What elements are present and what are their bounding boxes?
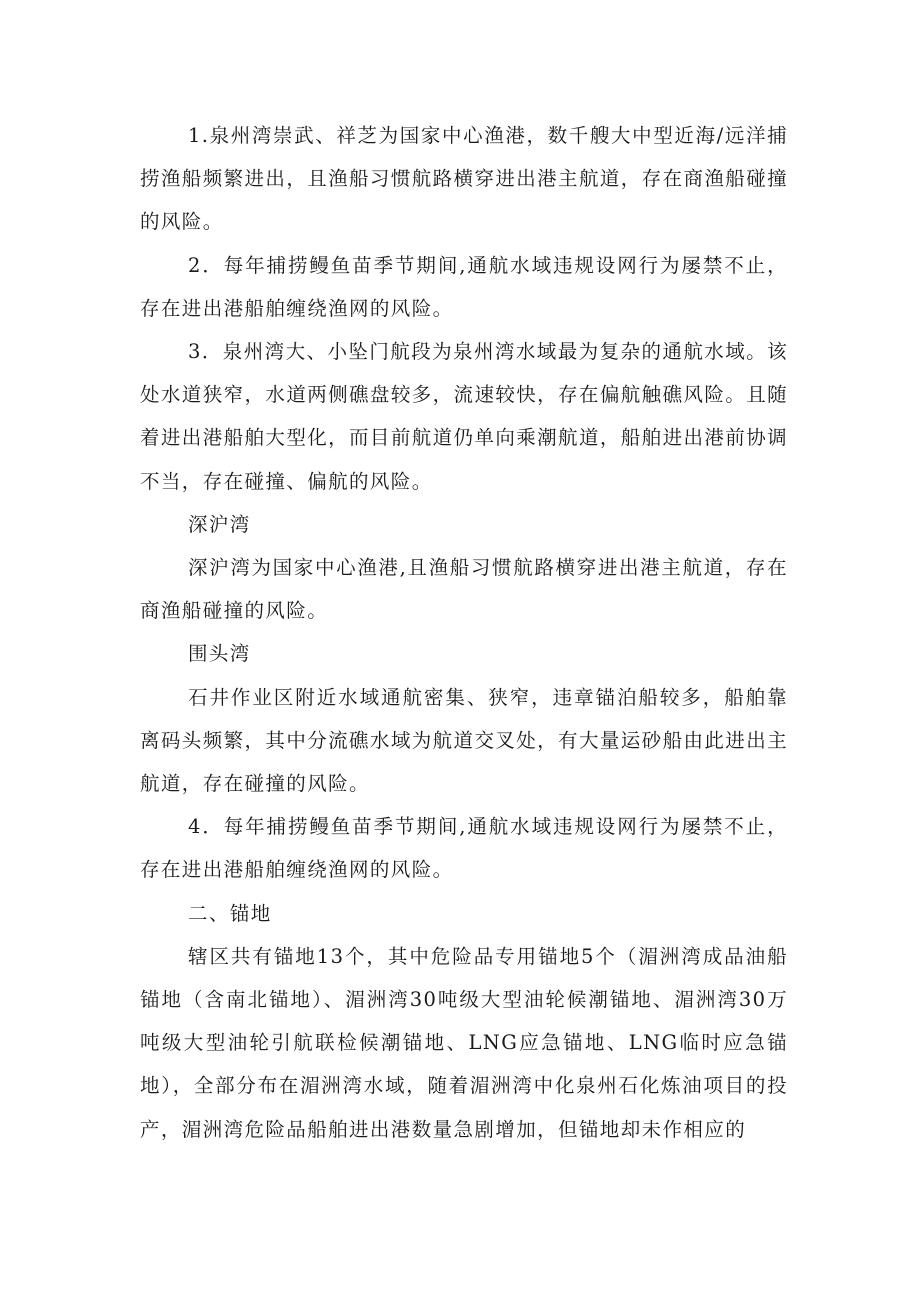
document-body xyxy=(140,114,788,1151)
paragraph-3: 3．泉州湾大、小坠门航段为泉州湾水域最为复杂的通航水域。该处水道狭窄，水道两侧礁盘较多，流速较快，存在偏航触礁风险。且随着进出港船舶大型化，而目前航道仍单向乘潮航道，船舶进出港前协调不当，存在碰撞、偏航的风险。 xyxy=(140,340,788,493)
paragraph-6: 4．每年捕捞鳗鱼苗季节期间,通航水域违规设网行为屡禁不止，存在进出港船舶缠绕渔网的风险。 xyxy=(140,815,788,882)
paragraph-5: 石井作业区附近水域通航密集、狭窄，违章锚泊船较多，船舶靠离码头频繁，其中分流礁水域为航道交叉处，有大量运砂船由此进出主航道，存在碰撞的风险。 xyxy=(140,685,788,796)
section-heading-anchorage: 二、锚地 xyxy=(188,901,272,925)
section-heading-weitou-bay: 围头湾 xyxy=(188,642,251,666)
paragraph-7: 辖区共有锚地13个，其中危险品专用锚地5个（湄洲湾成品油船锚地（含南北锚地）、湄洲湾30吨级大型油轮候潮锚地、湄洲湾30万吨级大型油轮引航联检候潮锚地、LNG应急锚地、LNG临时应急锚地），全部分布在湄洲湾水域，随着湄洲湾中化泉州石化炼油项目的投产，湄洲湾危险品船舶进出港数量急剧增加，但锚地却未作相应的 xyxy=(140,944,788,1141)
paragraph-1: 1.泉州湾崇武、祥芝为国家中心渔港，数千艘大中型近海/远洋捕捞渔船频繁进出，且渔船习惯航路横穿进出港主航道，存在商渔船碰撞的风险。 xyxy=(140,124,788,234)
paragraph-2: 2．每年捕捞鳗鱼苗季节期间,通航水域违规设网行为屡禁不止，存在进出港船舶缠绕渔网的风险。 xyxy=(140,253,788,320)
section-heading-shenhu-bay: 深沪湾 xyxy=(188,512,251,536)
paragraph-4: 深沪湾为国家中心渔港,且渔船习惯航路横穿进出港主航道，存在商渔船碰撞的风险。 xyxy=(140,556,788,623)
